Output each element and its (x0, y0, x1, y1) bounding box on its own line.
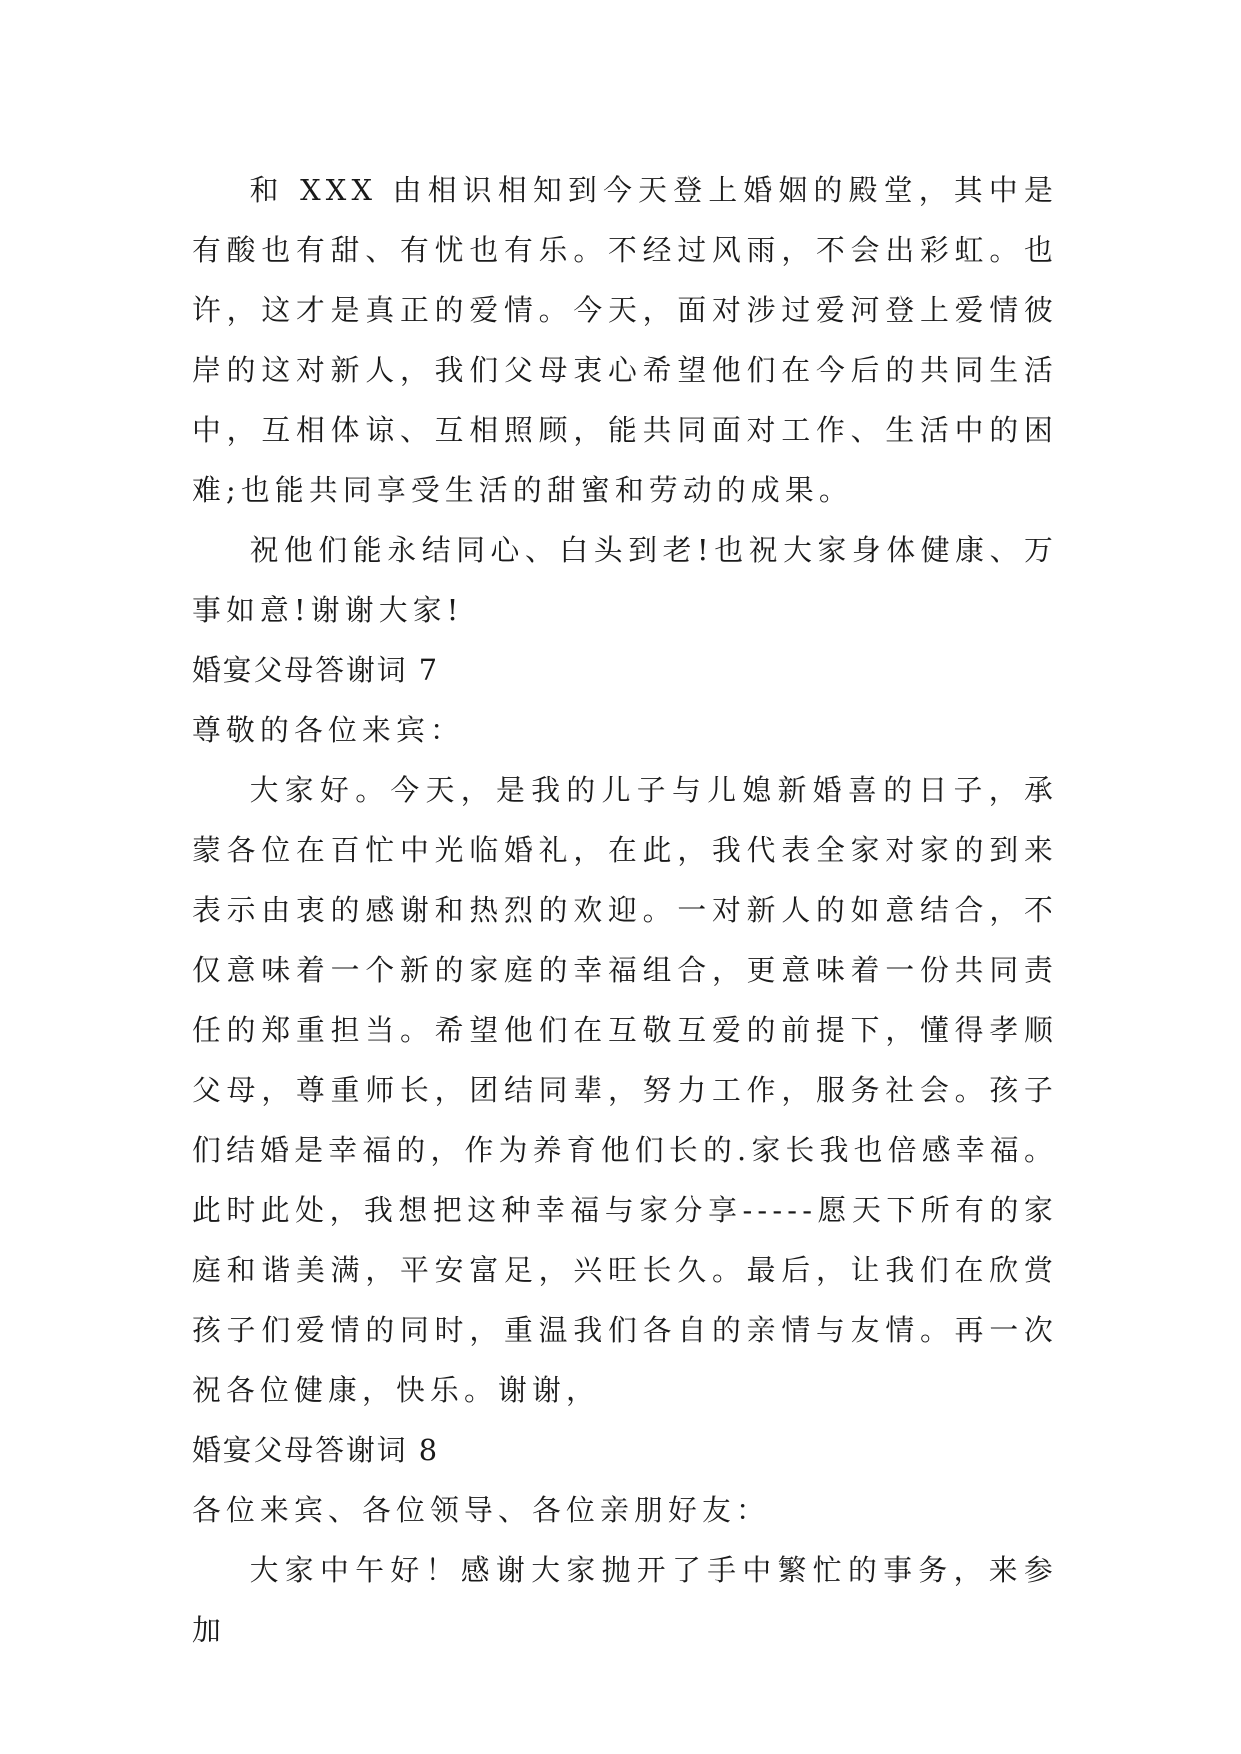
salutation-8: 各位来宾、各位领导、各位亲朋好友： (192, 1493, 770, 1527)
paragraph-speech-8-start: 大家中午好！感谢大家抛开了手中繁忙的事务，来参加 (192, 1553, 1058, 1647)
paragraph-closing-wishes: 祝他们能永结同心、白头到老!也祝大家身体健康、万事如意!谢谢大家! (192, 533, 1058, 627)
section-heading-7: 婚宴父母答谢词 7 (192, 653, 440, 687)
section-heading-8: 婚宴父母答谢词 8 (192, 1433, 440, 1467)
paragraph-blessing-for-couple: 和 XXX 由相识相知到今天登上婚姻的殿堂，其中是有酸也有甜、有忧也有乐。不经过风雨，不会出彩虹。也许，这才是真正的爱情。今天，面对涉过爱河登上爱情彼岸的这对新人，我们父母衷心希望他们在今后的共同生活中，互相体谅、互相照顾，能共同面对工作、生活中的困难;也能共同享受生活的甜蜜和劳动的成果。 (192, 173, 1058, 507)
salutation-7: 尊敬的各位来宾： (192, 713, 464, 747)
paragraph-speech-7: 大家好。今天，是我的儿子与儿媳新婚喜的日子，承蒙各位在百忙中光临婚礼，在此，我代表全家对家的到来表示由衷的感谢和热烈的欢迎。一对新人的如意结合，不仅意味着一个新的家庭的幸福组合，更意味着一份共同责任的郑重担当。希望他们在互敬互爱的前提下，懂得孝顺父母，尊重师长，团结同辈，努力工作，服务社会。孩子们结婚是幸福的，作为养育他们长的.家长我也倍感幸福。此时此处，我想把这种幸福与家分享-----愿天下所有的家庭和谐美满，平安富足，兴旺长久。最后，让我们在欣赏孩子们爱情的同时，重温我们各自的亲情与友情。再一次祝各位健康，快乐。谢谢， (192, 773, 1058, 1407)
document-body (192, 160, 1058, 1660)
